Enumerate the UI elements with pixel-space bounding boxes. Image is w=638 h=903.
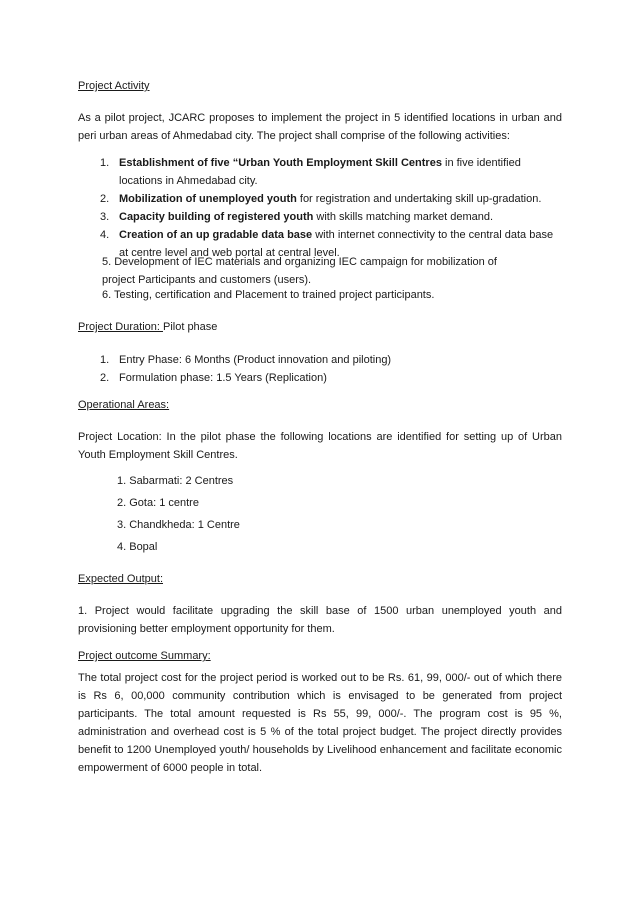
item-number: 3. [100, 211, 110, 223]
project-location-text: Project Location: In the pilot phase the following locations are identified for setting up of Urban Youth Employment Skill Centres. [78, 431, 562, 461]
expected-output-heading: Expected Output: [78, 573, 163, 585]
item-bold: Creation of an up gradable data base [119, 229, 313, 241]
project-duration-label: Project Duration: [78, 321, 163, 333]
activity-item-6: 6. Testing, certification and Placement to trained project participants. [102, 289, 435, 301]
location-item: 4. Bopal [117, 541, 158, 553]
item-number: 1. [100, 157, 110, 169]
list-item [100, 154, 562, 190]
duration-list [100, 351, 562, 387]
activity-list [100, 154, 562, 262]
item-bold: Capacity building of registered youth [119, 211, 314, 223]
list-item [100, 369, 562, 387]
project-duration-value: Pilot phase [162, 321, 218, 333]
list-item [100, 351, 562, 369]
expected-output-text: 1. Project would facilitate upgrading the skill base of 1500 urban unemployed youth and provisioning better employment opportunity for them. [78, 605, 562, 635]
item-text: with skills matching market demand. [313, 211, 494, 223]
item-text: Entry Phase: 6 Months (Product innovation and piloting) [119, 354, 392, 366]
item-text: in five identified locations in Ahmedabad city. [119, 157, 521, 187]
item-number: 2. [100, 372, 110, 384]
item-number: 2. [100, 193, 110, 205]
location-item: 3. Chandkheda: 1 Centre [117, 519, 240, 531]
project-outcome-heading: Project outcome Summary: [78, 650, 211, 662]
item-bold: Establishment of five “Urban Youth Employment Skill Centres [119, 157, 442, 169]
project-duration-line [78, 318, 217, 336]
list-item [100, 208, 562, 226]
item-text: for registration and undertaking skill up-gradation. [296, 193, 542, 205]
item-text: with internet connectivity to the central data base at centre level and web portal at central level. [119, 229, 554, 259]
location-item: 2. Gota: 1 centre [117, 497, 199, 509]
list-item [100, 190, 562, 208]
item-number: 4. [100, 229, 110, 241]
activity-intro: As a pilot project, JCARC proposes to implement the project in 5 identified locations in urban and peri urban areas of Ahmedabad city. The project shall comprise of the following activities: [78, 112, 562, 142]
item-bold: Mobilization of unemployed youth [119, 193, 297, 205]
item-number: 1. [100, 354, 110, 366]
operational-areas-heading: Operational Areas: [78, 399, 170, 411]
location-item: 1. Sabarmati: 2 Centres [117, 475, 234, 487]
project-activity-heading: Project Activity [78, 80, 150, 92]
activity-item-5: 5. Development of IEC materials and organizing IEC campaign for mobilization of project Participants and customers (users). [102, 256, 497, 286]
project-outcome-text: The total project cost for the project period is worked out to be Rs. 61, 99, 000/- out of which there is Rs 6, 00,000 community contribution which is envisaged to be generated from project participants. The total amount requested is Rs 55, 99, 000/-. The program cost is 95 %, administration and overhead cost is 5 % of the total project budget. The project directly provides benefit to 1200 Unemployed youth/ households by Livelihood enhancement and facilitate economic empowerment of 6000 people in total. [78, 672, 562, 774]
item-text: Formulation phase: 1.5 Years (Replication) [119, 372, 327, 384]
